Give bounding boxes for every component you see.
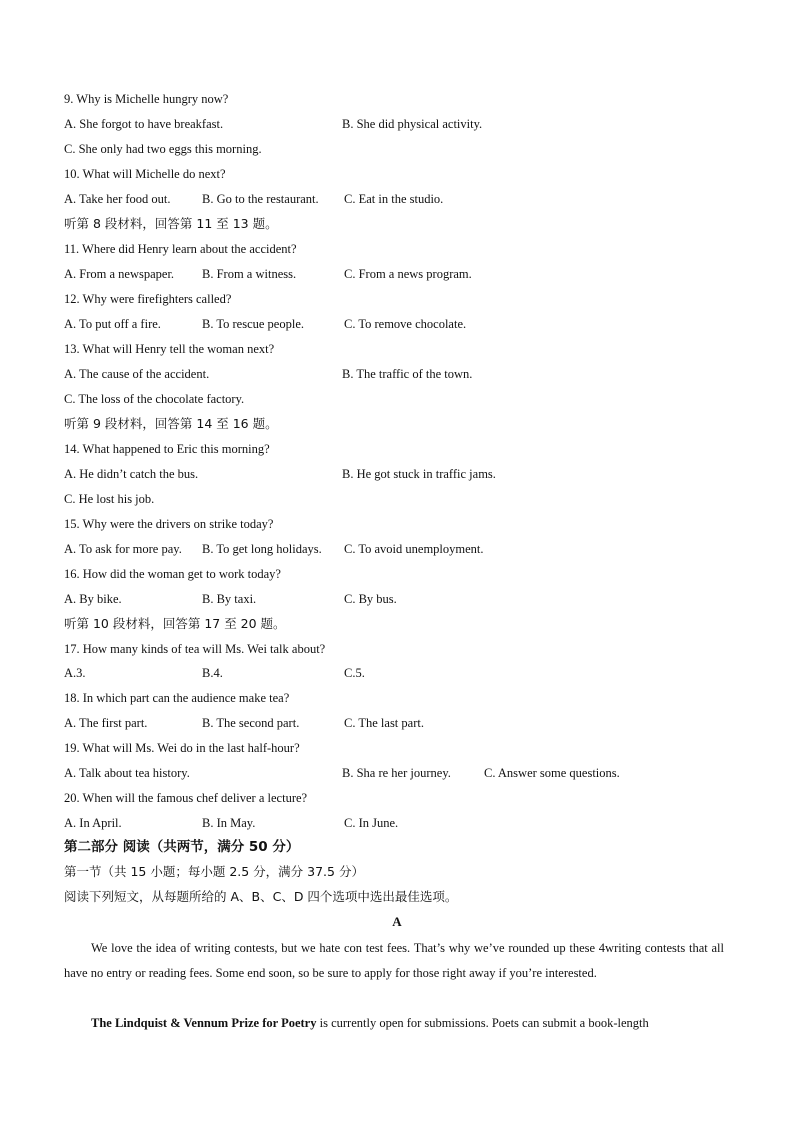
option-a: A. Talk about tea history. [64,766,190,780]
option-c: C. She only had two eggs this morning. [64,142,262,156]
option-c: C. To remove chocolate. [344,317,467,331]
part-2-instruction: 阅读下列短文，从每题所给的 A、B、C、D 四个选项中选出最佳选项。 [64,889,458,904]
passage-title: A [392,914,402,929]
question-10: 10. What will Michelle do next? [64,167,226,181]
option-a: A. He didn’t catch the bus. [64,467,199,481]
option-b: B. To get long holidays. [202,542,322,556]
passage-paragraph-2 [64,1011,724,1036]
option-a: A. To ask for more pay. [64,542,182,556]
passage-paragraph-1: We love the idea of writing contests, but we hate con test fees. That’s why we’ve rounded up these 4writing contests that all have no entry or reading fees. Some end soon, so be sure to apply for those right away if you’re interested. [64,941,724,980]
question-18: 18. In which part can the audience make tea? [64,691,290,705]
option-b: B.4. [202,666,223,680]
option-b: B. From a witness. [202,267,297,281]
question-16: 16. How did the woman get to work today? [64,567,281,581]
option-c: C. In June. [344,816,399,830]
option-c: C.5. [344,666,365,680]
option-a: A. From a newspaper. [64,267,175,281]
option-b: B. In May. [202,816,256,830]
option-a: A.3. [64,666,86,680]
section-9-instruction: 听第 9 段材料，回答第 14 至 16 题。 [64,416,278,431]
question-20: 20. When will the famous chef deliver a lecture? [64,791,308,805]
option-b: B. Go to the restaurant. [202,192,319,206]
part-2-subheading: 第一节（共 15 小题；每小题 2.5 分，满分 37.5 分） [64,864,364,879]
option-b: B. Sha re her journey. [342,766,451,780]
option-b: B. By taxi. [202,592,257,606]
option-b: B. She did physical activity. [342,117,483,131]
question-19: 19. What will Ms. Wei do in the last half-hour? [64,741,300,755]
question-12: 12. Why were firefighters called? [64,292,232,306]
option-c: C. Answer some questions. [484,766,620,780]
option-c: C. To avoid unemployment. [344,542,484,556]
question-14: 14. What happened to Eric this morning? [64,442,270,456]
option-c: C. Eat in the studio. [344,192,444,206]
option-a: A. The first part. [64,716,148,730]
prize-name: The Lindquist & Vennum Prize for Poetry [91,1016,317,1030]
option-c: C. The last part. [344,716,424,730]
question-13: 13. What will Henry tell the woman next? [64,342,275,356]
paragraph-2-text: is currently open for submissions. Poets can submit a book-length [316,1016,649,1030]
option-b: B. He got stuck in traffic jams. [342,467,496,481]
option-a: A. She forgot to have breakfast. [64,117,224,131]
option-a: A. The cause of the accident. [64,367,210,381]
option-a: A. By bike. [64,592,122,606]
option-b: B. To rescue people. [202,317,304,331]
question-11: 11. Where did Henry learn about the accident? [64,242,297,256]
option-c: C. By bus. [344,592,397,606]
option-b: B. The traffic of the town. [342,367,473,381]
option-a: A. To put off a fire. [64,317,161,331]
question-15: 15. Why were the drivers on strike today? [64,517,274,531]
question-9: 9. Why is Michelle hungry now? [64,92,229,106]
option-a: A. In April. [64,816,122,830]
section-10-instruction: 听第 10 段材料，回答第 17 至 20 题。 [64,616,286,631]
option-b: B. The second part. [202,716,300,730]
option-c: C. From a news program. [344,267,472,281]
option-a: A. Take her food out. [64,192,171,206]
part-2-heading: 第二部分 阅读（共两节，满分 50 分） [64,839,300,855]
section-8-instruction: 听第 8 段材料，回答第 11 至 13 题。 [64,216,278,231]
option-c: C. He lost his job. [64,492,155,506]
question-17: 17. How many kinds of tea will Ms. Wei talk about? [64,642,326,656]
option-c: C. The loss of the chocolate factory. [64,392,245,406]
